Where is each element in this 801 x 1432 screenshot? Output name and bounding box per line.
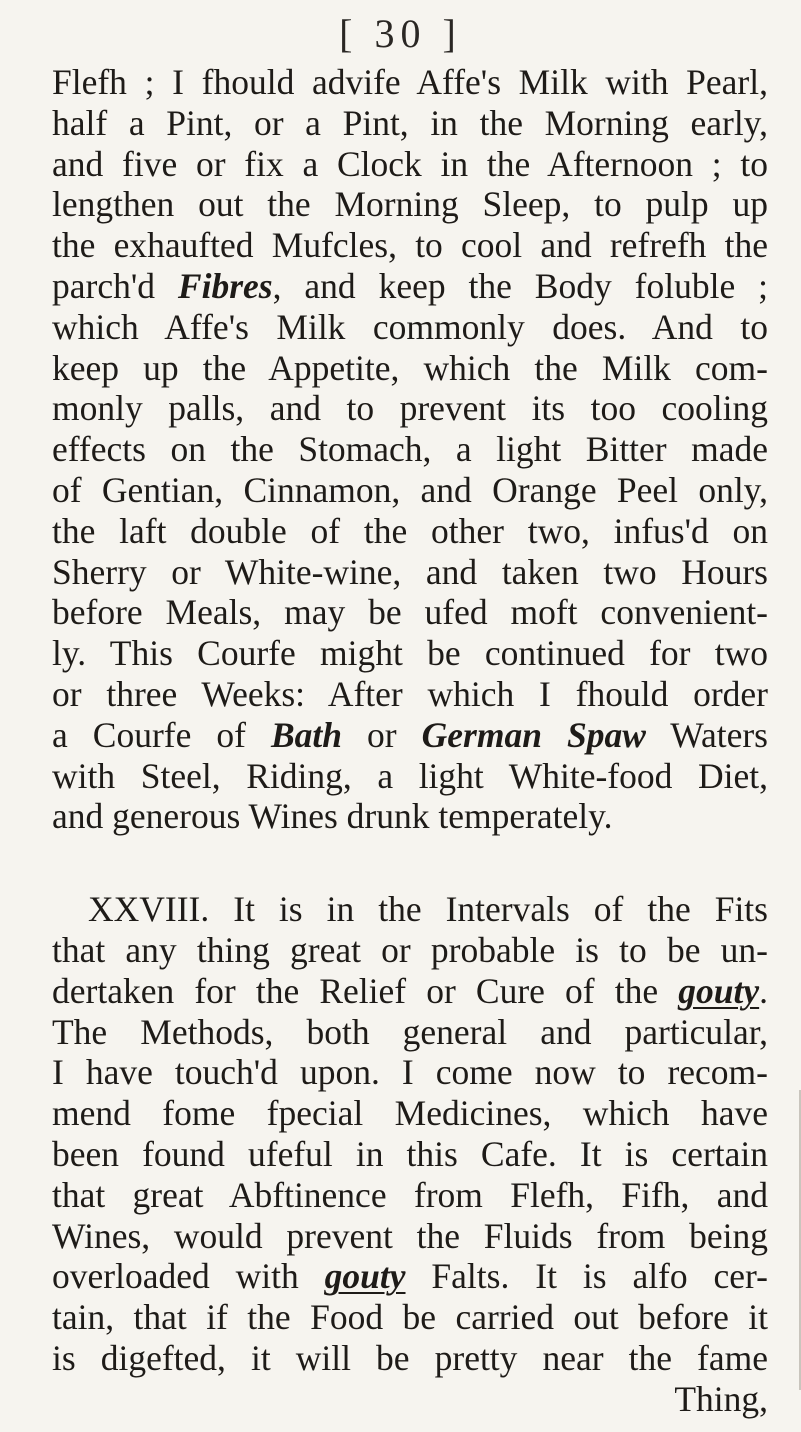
text-line: tain, that if the Food be carried out before it <box>52 1297 768 1338</box>
text-line: of Gentian, Cinnamon, and Orange Peel only, <box>52 469 768 510</box>
paragraph-1 <box>52 62 768 837</box>
text-line: keep up the Appetite, which the Milk com- <box>52 347 768 388</box>
text-line: before Meals, may be ufed moft convenient- <box>52 592 768 633</box>
text-line: that any thing great or probable is to be un- <box>52 929 768 970</box>
italic-term: gouty <box>678 970 760 1011</box>
text-line: effects on the Stomach, a light Bitter made <box>52 429 768 470</box>
text-line: and five or fix a Clock in the Afternoon ; to <box>52 143 768 184</box>
text-line: with Steel, Riding, a light White-food Diet, <box>52 755 768 796</box>
text-line: a Courfe of Bath or German Spaw Waters <box>52 714 768 755</box>
text-line: overloaded with gouty Falts. It is alfo cer- <box>52 1256 768 1297</box>
text-line: Sherry or White-wine, and taken two Hours <box>52 551 768 592</box>
text-line: I have touch'd upon. I come now to recom- <box>52 1052 768 1093</box>
paragraph-gap <box>52 837 768 889</box>
text-line: mend fome fpecial Medicines, which have <box>52 1093 768 1134</box>
text-line: been found ufeful in this Cafe. It is certain <box>52 1133 768 1174</box>
text-line: and generous Wines drunk temperately. <box>52 796 613 837</box>
text-line: that great Abftinence from Flefh, Fifh, and <box>52 1174 768 1215</box>
italic-term: Fibres <box>177 265 273 306</box>
italic-term: gouty <box>324 1256 406 1297</box>
text-line: monly palls, and to prevent its too cooling <box>52 388 768 429</box>
text-line: dertaken for the Relief or Cure of the gouty. <box>52 970 768 1011</box>
text-line: lengthen out the Morning Sleep, to pulp up <box>52 184 768 225</box>
catchword: Thing, <box>674 1378 768 1419</box>
text-line: half a Pint, or a Pint, in the Morning early, <box>52 102 768 143</box>
body-text <box>52 62 768 1420</box>
text-line: parch'd Fibres, and keep the Body foluble ; <box>52 265 768 306</box>
text-line: or three Weeks: After which I fhould order <box>52 673 768 714</box>
text-line: ly. This Courfe might be continued for two <box>52 633 768 674</box>
page-number: [ 30 ] <box>339 11 462 56</box>
text-line: which Affe's Milk commonly does. And to <box>52 306 768 347</box>
text-line: the laft double of the other two, infus'd on <box>52 510 768 551</box>
text-line: XXVIII. It is in the Intervals of the Fits <box>88 889 768 930</box>
text-line: is digefted, it will be pretty near the fame <box>52 1337 768 1378</box>
italic-term: German Spaw <box>421 714 646 755</box>
text-line: Flefh ; I fhould advife Affe's Milk with Pearl, <box>52 62 768 102</box>
italic-term: Bath <box>270 714 343 755</box>
text-line: the exhaufted Mufcles, to cool and refrefh the <box>52 225 768 266</box>
text-line: The Methods, both general and particular, <box>52 1011 768 1052</box>
text-line: Wines, would prevent the Fluids from being <box>52 1215 768 1256</box>
paragraph-2 <box>52 889 768 1419</box>
